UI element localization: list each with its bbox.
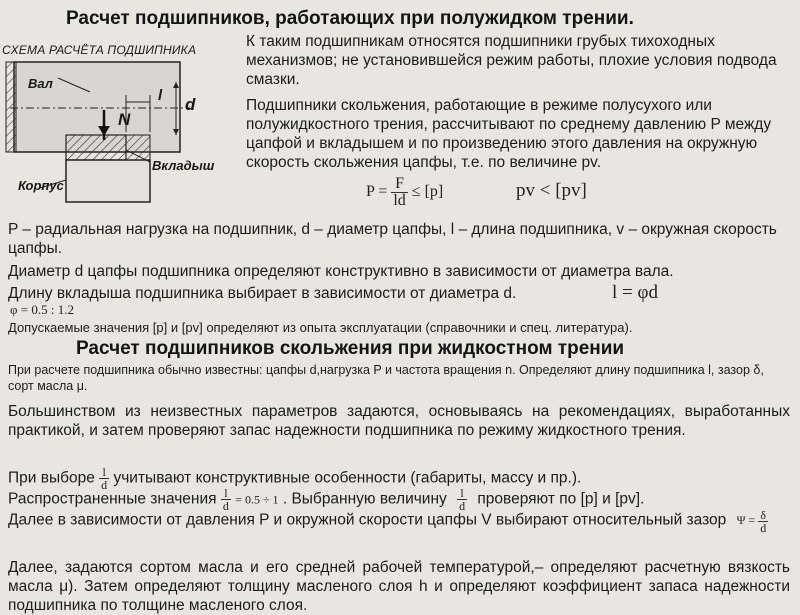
body-paragraph-6: Допускаемые значения [p] и [pv] определяют из опыта эксплуатации (справочники и спец. литература). <box>8 320 633 335</box>
section-2-paragraph-1: При расчете подшипника обычно известны: цапфы d,нагрузка P и частота вращения n. Определяют длину подшипника l, зазор δ, сорт масла μ. <box>8 363 764 393</box>
psi-formula <box>736 508 769 535</box>
page-title: Расчет подшипников, работающих при полужидком трении. <box>66 8 634 29</box>
intro-paragraph-2: Подшипники скольжения, работающие в режиме полусухого или полужидкостного трения, рассчитывают по среднему давлению P между цапфой и вкладышем и по произведению этого давления на окружную скорость скольжения цапфы, т.е. по величине pv. <box>246 97 772 171</box>
intro-paragraph-1: К таким подшипникам относятся подшипники грубых тихоходных механизмов; не установившейся режим работы, плохие условия подвода смазки. <box>246 33 777 88</box>
section-2-paragraph-5 <box>8 509 790 534</box>
body-paragraph-4: Диаметр d цапфы подшипника определяют конструктивно в зависимости от диаметра вала. <box>8 263 674 280</box>
section-2-paragraph-2: Большинством из неизвестных параметров задаются, основываясь на рекомендациях, выработанных практикой, и затем проверяют запас надежности подшипника по режиму жидкостного трения. <box>8 403 790 439</box>
pressure-numerator: F <box>395 175 404 192</box>
diameter-label: d <box>185 95 196 114</box>
chosen-ratio-numerator: l <box>460 486 464 500</box>
pressure-denominator: ld <box>393 192 406 209</box>
psi-lhs: Ψ = <box>736 513 756 528</box>
liner-label: Вкладыш <box>152 158 215 173</box>
psi-numerator: δ <box>760 508 767 522</box>
p4-lead-text: Распространенные значения <box>8 490 217 508</box>
p4-middle-text: . Выбранную величину <box>282 490 447 508</box>
body-paragraph-3: P – радиальная нагрузка на подшипник, d – диаметр цапфы, l – длина подшипника, v – окружная скорость цапфы. <box>8 221 777 257</box>
p5-text: Далее в зависимости от давления P и окружной скорости цапфы V выбирают относительный зазор <box>8 511 727 529</box>
pressure-rhs: ≤ [p] <box>411 183 444 201</box>
pressure-formula <box>366 176 443 209</box>
pressure-lhs: P = <box>366 183 388 201</box>
common-ratio-denominator: d <box>222 499 229 513</box>
diagram-title: СХЕМА РАСЧЁТА ПОДШИПНИКА <box>2 43 197 57</box>
ratio-denominator: d <box>101 478 108 492</box>
p4-tail-text: проверяют по [p] и [pv]. <box>477 490 645 508</box>
shaft-label: Вал <box>28 76 53 91</box>
body-paragraph-5: Длину вкладыша подшипника выбирает в зависимости от диаметра d. <box>8 285 517 302</box>
p3-tail-text: учитывают конструктивные особенности (габариты, массу и пр.). <box>113 469 582 487</box>
section-2-title: Расчет подшипников скольжения при жидкостном трении <box>76 338 625 359</box>
load-label: N <box>118 110 131 129</box>
psi-denominator: d <box>760 521 767 535</box>
section-2-paragraph-6: Далее, задаются сортом масла и его средней рабочей температурой,– определяют расчетную вязкость масла μ). Затем определяют толщину масленого слоя h и определяют коэффициент запаса надежности подшипника по толщине масленого слоя. <box>8 559 790 614</box>
length-label: l <box>158 87 163 104</box>
bearing-diagram <box>0 40 240 215</box>
pv-formula: pv < [pv] <box>516 180 587 201</box>
p3-lead-text: При выборе <box>8 469 95 487</box>
housing-label: Корпус <box>18 178 64 193</box>
bearing-schematic <box>0 40 240 215</box>
common-ratio-numerator: l <box>224 486 228 500</box>
ratio-range-formula: = 0.5 ÷ 1 <box>235 492 279 507</box>
phi-range-formula: φ = 0.5 : 1.2 <box>10 302 74 317</box>
chosen-ratio-denominator: d <box>459 499 466 513</box>
ratio-numerator: l <box>102 465 106 479</box>
length-formula: l = φd <box>612 282 658 303</box>
